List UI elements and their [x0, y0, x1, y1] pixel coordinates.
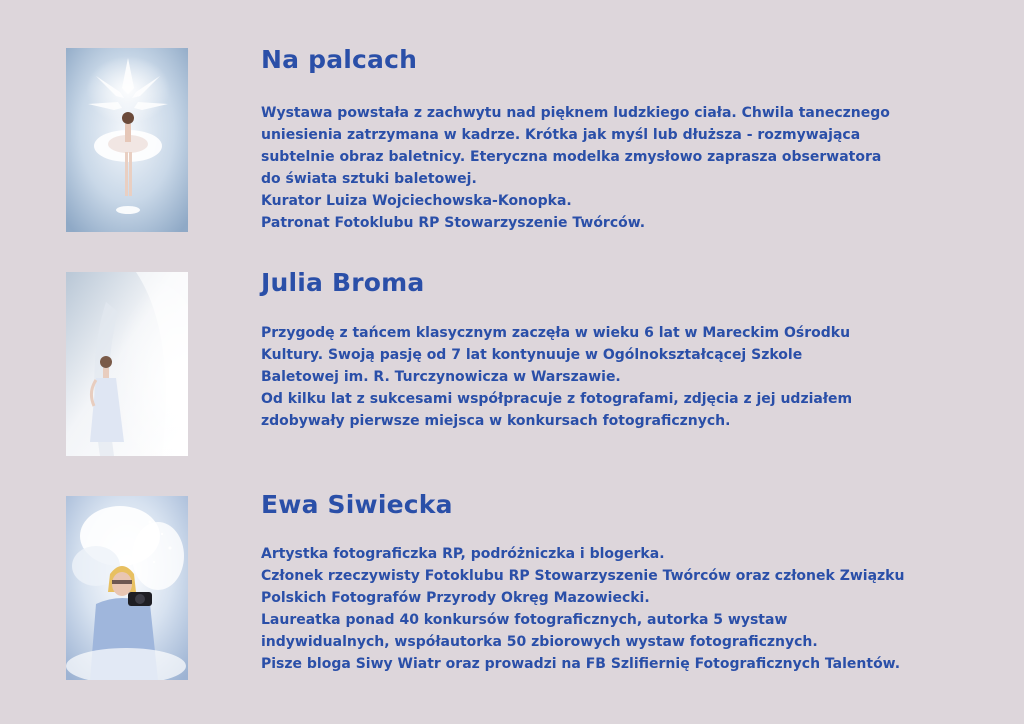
section-title: Ewa Siwiecka [261, 490, 453, 519]
text-line: Baletowej im. R. Turczynowicza w Warszawie. [261, 369, 621, 385]
photographer-portrait-photo [66, 496, 188, 680]
section-description [261, 543, 1001, 675]
section-description [261, 322, 1001, 432]
text-line: uniesienia zatrzymana w kadrze. Krótka jak myśl lub dłuższa - rozmywająca [261, 127, 861, 143]
text-line: indywidualnych, współautorka 50 zbiorowych wystaw fotograficznych. [261, 634, 818, 650]
text-line: subtelnie obraz baletnicy. Eteryczna modelka zmysłowo zaprasza obserwatora [261, 149, 882, 165]
text-line: Artystka fotograficzka RP, podróżniczka i blogerka. [261, 546, 665, 562]
text-line: Członek rzeczywisty Fotoklubu RP Stowarzyszenie Twórców oraz członek Związku [261, 568, 905, 584]
text-line: zdobywały pierwsze miejsca w konkursach fotograficznych. [261, 413, 731, 429]
text-line: Patronat Fotoklubu RP Stowarzyszenie Twórców. [261, 215, 646, 231]
section-description [261, 102, 1001, 234]
text-line: Laureatka ponad 40 konkursów fotograficznych, autorka 5 wystaw [261, 612, 788, 628]
ballerina-photo [66, 48, 188, 232]
ballerina-portrait-photo [66, 272, 188, 456]
text-line: Polskich Fotografów Przyrody Okręg Mazowiecki. [261, 590, 650, 606]
text-line: do świata sztuki baletowej. [261, 171, 477, 187]
text-line: Pisze bloga Siwy Wiatr oraz prowadzi na FB Szlifiernię Fotograficznych Talentów. [261, 656, 901, 672]
text-line: Przygodę z tańcem klasycznym zaczęła w wieku 6 lat w Mareckim Ośrodku [261, 325, 851, 341]
section-title: Na palcach [261, 45, 418, 74]
text-line: Wystawa powstała z zachwytu nad pięknem ludzkiego ciała. Chwila tanecznego [261, 105, 890, 121]
text-line: Od kilku lat z sukcesami współpracuje z fotografami, zdjęcia z jej udziałem [261, 391, 853, 407]
section-title: Julia Broma [261, 268, 425, 297]
text-line: Kultury. Swoją pasję od 7 lat kontynuuje w Ogólnokształcącej Szkole [261, 347, 803, 363]
text-line: Kurator Luiza Wojciechowska-Konopka. [261, 193, 572, 209]
